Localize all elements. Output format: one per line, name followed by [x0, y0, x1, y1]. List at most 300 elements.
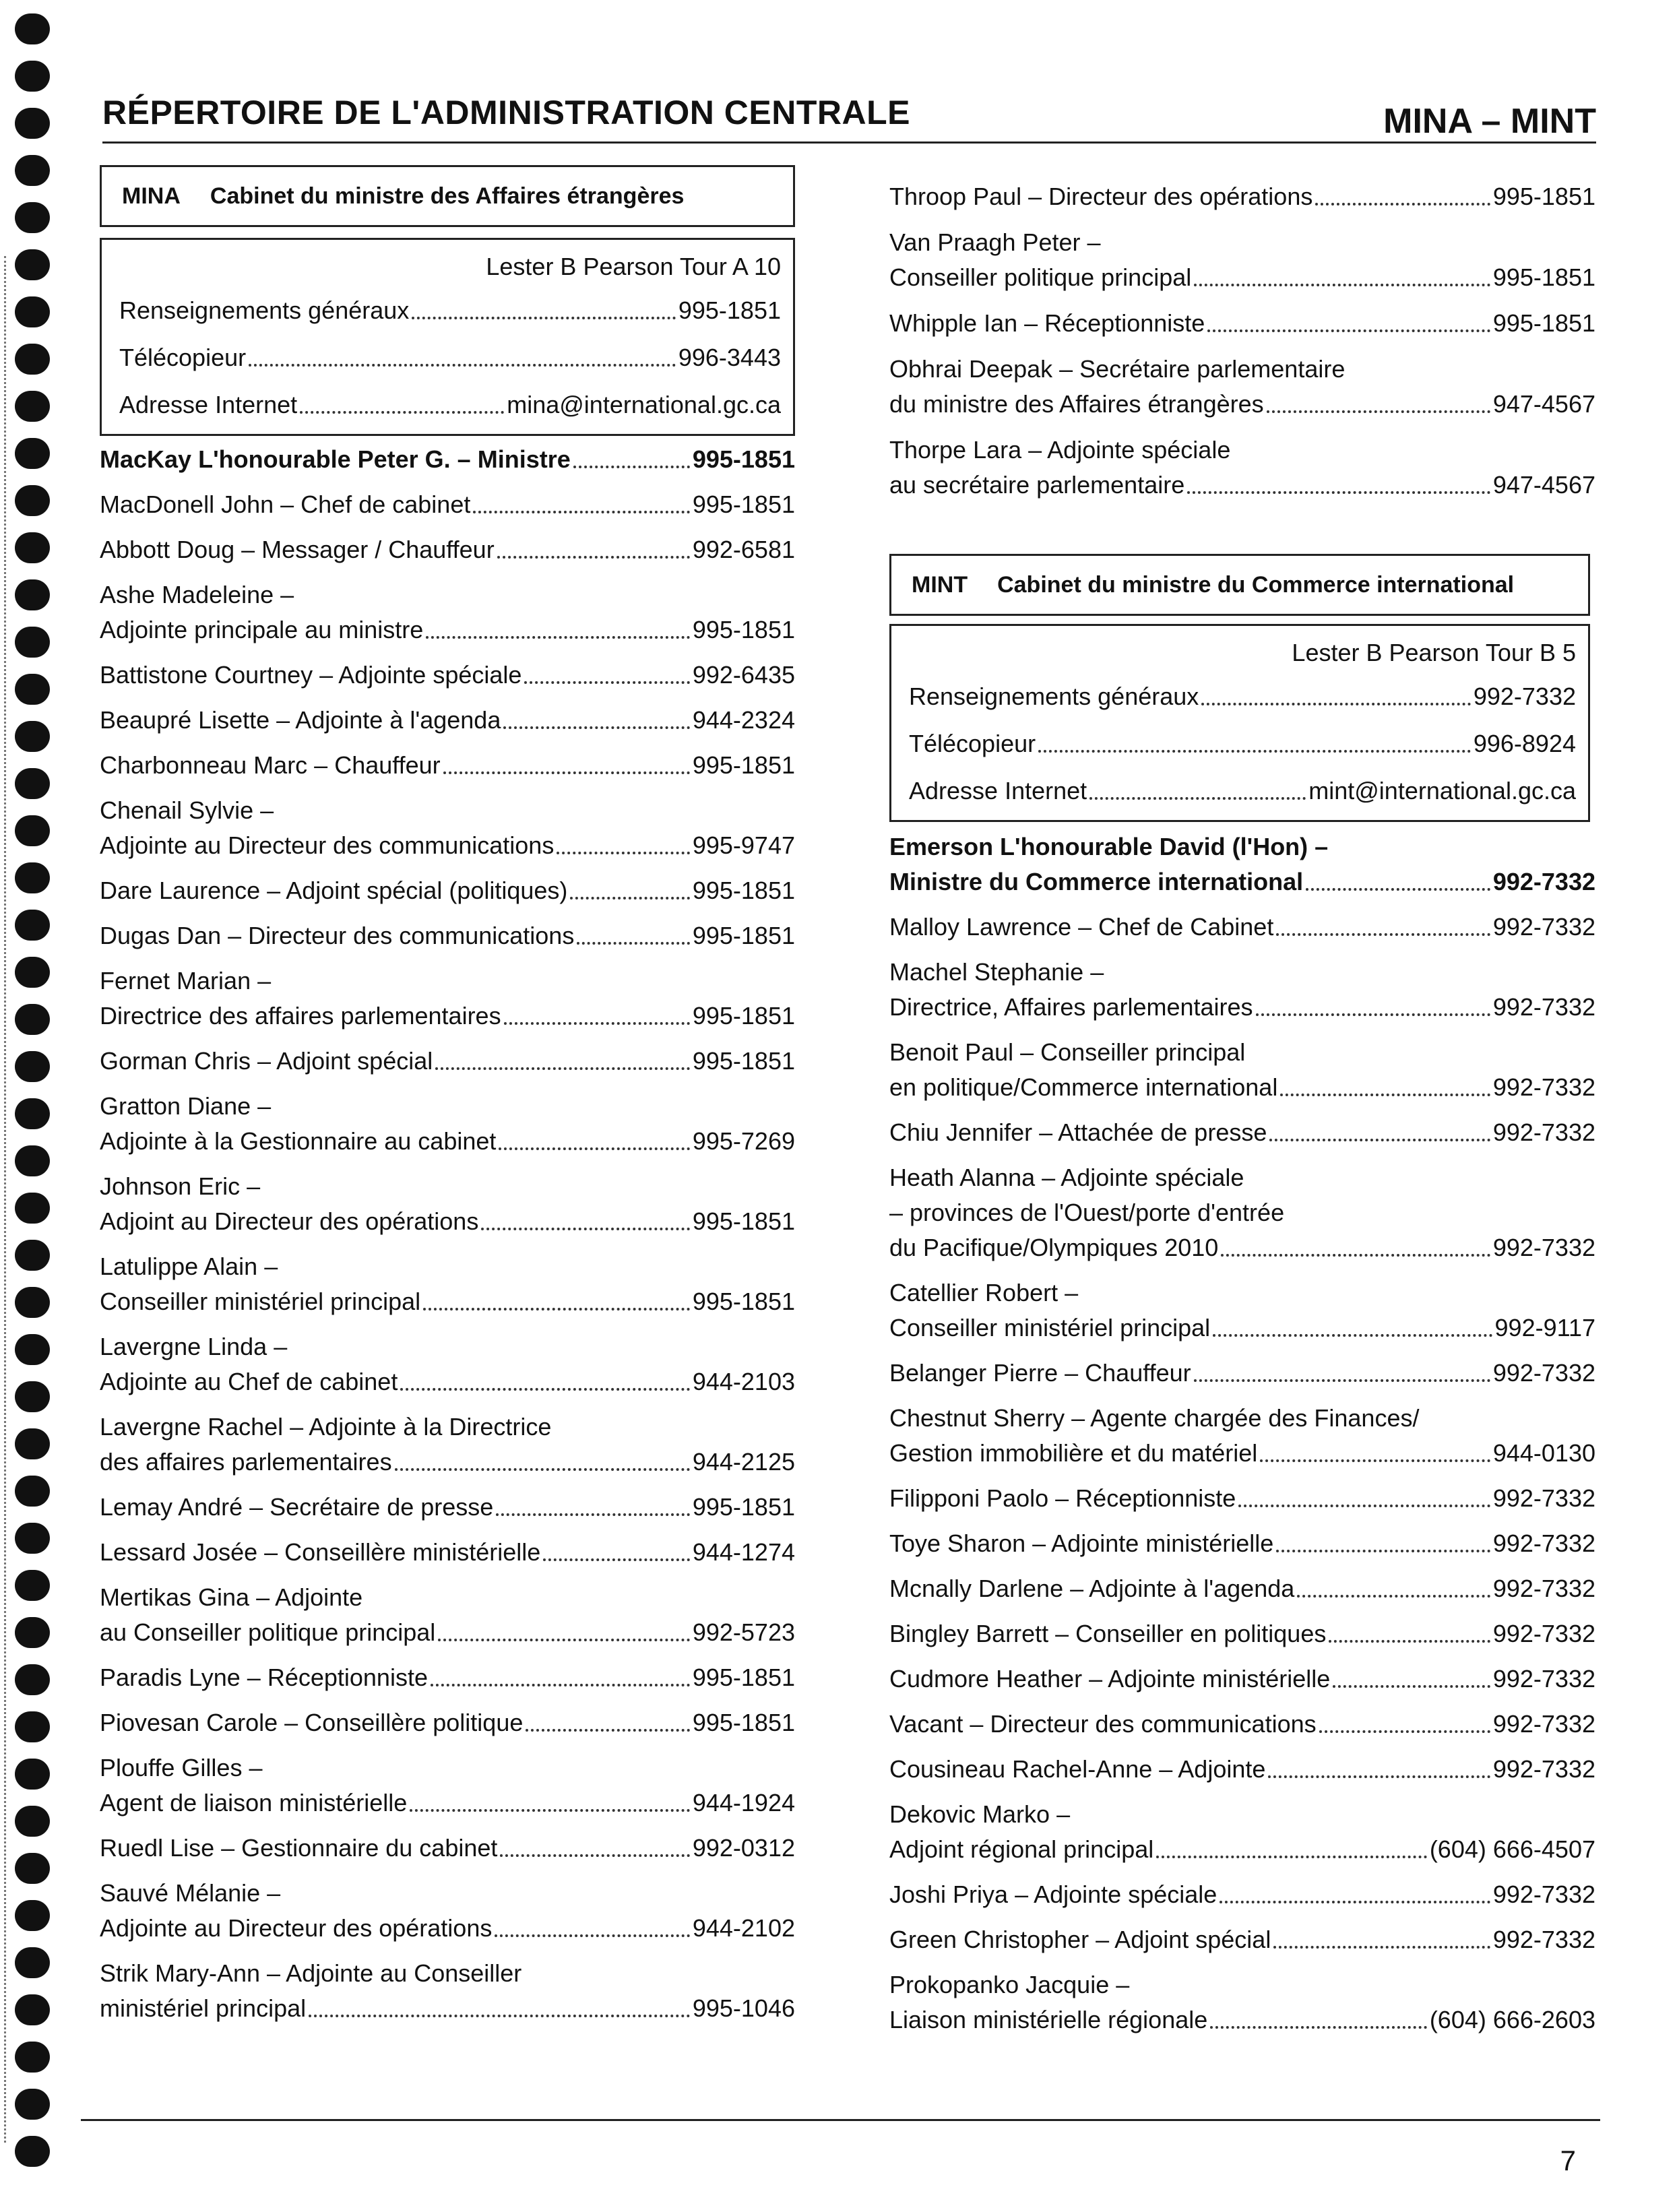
dot-leader: [543, 1558, 690, 1561]
entry-contact-row: [889, 1481, 1595, 1516]
entry-contact-row: [100, 1911, 795, 1946]
directory-entry: [889, 1401, 1595, 1471]
entry-name-title: Liaison ministérielle régionale: [889, 2006, 1208, 2033]
entry-contact-row: [889, 1436, 1595, 1471]
binder-hole: [15, 1145, 50, 1176]
entry-line: Mertikas Gina – Adjointe: [100, 1583, 363, 1611]
phone-number: 944-2102: [692, 1914, 795, 1942]
binder-hole: [15, 768, 50, 799]
entry-line: Ashe Madeleine –: [100, 581, 294, 608]
directory-entry: [100, 1044, 795, 1079]
entry-name-title: Cudmore Heather – Adjointe ministérielle: [889, 1665, 1331, 1693]
info-row: [119, 334, 781, 381]
dot-leader: [1220, 1901, 1490, 1903]
binder-hole: [15, 202, 50, 233]
mina-directory-list-continued: [889, 179, 1595, 503]
dot-leader: [1210, 2026, 1427, 2029]
entry-contact-row: [100, 612, 795, 647]
binder-hole: [15, 1994, 50, 2025]
phone-number: 995-1851: [692, 491, 795, 518]
phone-number: 995-1851: [692, 616, 795, 643]
info-value: 995-1851: [678, 296, 781, 324]
info-value: mint@international.gc.ca: [1308, 777, 1576, 804]
info-label: Renseignements généraux: [909, 683, 1199, 710]
entry-contact-row: [889, 260, 1595, 295]
directory-entry: [889, 1922, 1595, 1957]
directory-entry: [100, 1750, 795, 1821]
phone-number: 992-7332: [1492, 1926, 1595, 1953]
directory-entry: [100, 1535, 795, 1570]
entry-contact-row: [889, 910, 1595, 945]
phone-number: 992-6581: [692, 536, 795, 563]
phone-number: 995-1851: [692, 1664, 795, 1691]
entry-name-title: Belanger Pierre – Chauffeur: [889, 1359, 1191, 1387]
dot-leader: [1238, 1505, 1490, 1507]
phone-number: 992-7332: [1492, 868, 1595, 895]
phone-number: 992-6435: [692, 661, 795, 689]
entry-contact-row: [889, 468, 1595, 503]
dot-leader: [1319, 1730, 1490, 1733]
dot-leader: [1268, 1775, 1490, 1778]
phone-number: 995-1851: [692, 1207, 795, 1235]
binder-hole: [15, 957, 50, 988]
dot-leader: [431, 1684, 690, 1686]
directory-entry: [100, 1490, 795, 1525]
dot-leader: [500, 1854, 689, 1857]
directory-entry: [100, 918, 795, 953]
entry-name-title: Agent de liaison ministérielle: [100, 1789, 408, 1816]
dot-leader: [526, 1729, 689, 1732]
binder-hole: [15, 1334, 50, 1365]
entry-line: Machel Stephanie –: [889, 958, 1104, 986]
directory-entry: [889, 1571, 1595, 1606]
directory-entry: [889, 1160, 1595, 1265]
binder-hole: [15, 1240, 50, 1271]
directory-entry: [100, 703, 795, 738]
binder-hole: [15, 296, 50, 327]
phone-number: 992-7332: [1492, 1529, 1595, 1557]
phone-number: 992-7332: [1492, 1073, 1595, 1101]
directory-entry: [889, 1481, 1595, 1516]
entry-name-title: Beaupré Lisette – Adjointe à l'agenda: [100, 706, 501, 734]
binder-hole: [15, 438, 50, 469]
page-number: 7: [1560, 2145, 1576, 2176]
entry-name-title: Adjoint au Directeur des opérations: [100, 1207, 479, 1235]
binder-hole: [15, 1759, 50, 1790]
entry-line: Thorpe Lara – Adjointe spéciale: [889, 436, 1231, 464]
info-row: [909, 720, 1576, 767]
entry-line: Fernet Marian –: [100, 967, 272, 994]
entry-name-title: Malloy Lawrence – Chef de Cabinet: [889, 913, 1274, 941]
mint-title: [891, 556, 1588, 614]
entry-line: Dekovic Marko –: [889, 1800, 1071, 1828]
binder-hole: [15, 579, 50, 610]
dot-leader: [400, 1388, 690, 1391]
binder-hole: [15, 721, 50, 752]
dot-leader: [410, 1809, 690, 1812]
binder-hole: [15, 108, 50, 139]
mina-location: Lester B Pearson Tour A 10: [486, 253, 781, 280]
mina-info-list: [119, 287, 781, 429]
entry-name-title: Battistone Courtney – Adjointe spéciale: [100, 661, 522, 689]
directory-entry: [889, 1616, 1595, 1651]
section-range: MINA – MINT: [1383, 102, 1596, 141]
entry-line: Gratton Diane –: [100, 1092, 272, 1120]
entry-line: Van Praagh Peter –: [889, 228, 1101, 256]
info-row: [119, 287, 781, 334]
dot-leader: [503, 726, 690, 729]
entry-name-title: Charbonneau Marc – Chauffeur: [100, 751, 441, 779]
mina-office-name: Cabinet du ministre des Affaires étrangères: [210, 183, 685, 209]
entry-name-title: Piovesan Carole – Conseillère politique: [100, 1709, 524, 1736]
dot-leader: [504, 1022, 690, 1025]
dot-leader: [1256, 1013, 1490, 1016]
dot-leader: [496, 1513, 690, 1516]
dot-leader: [1221, 1254, 1490, 1257]
directory-entry: [889, 1526, 1595, 1561]
entry-contact-row: [100, 1615, 795, 1650]
binder-hole: [15, 13, 50, 44]
binder-hole: [15, 1947, 50, 1978]
entry-name-title: du Pacifique/Olympiques 2010: [889, 1234, 1219, 1261]
phone-number: 995-9747: [692, 831, 795, 859]
directory-entry: [889, 829, 1595, 899]
mint-code: MINT: [912, 571, 968, 598]
entry-name-title: Dare Laurence – Adjoint spécial (politiques): [100, 877, 568, 904]
dot-leader: [1207, 329, 1490, 332]
mina-title-box: [100, 165, 795, 227]
entry-contact-row: [100, 1705, 795, 1740]
entry-name-title: Cousineau Rachel-Anne – Adjointe: [889, 1755, 1266, 1783]
binder-hole: [15, 1098, 50, 1129]
entry-name-title: Adjointe au Directeur des communications: [100, 831, 555, 859]
dot-leader: [1276, 1550, 1490, 1552]
directory-entry: [100, 658, 795, 693]
entry-contact-row: [100, 1204, 795, 1239]
directory-entry: [100, 1410, 795, 1480]
entry-line: Johnson Eric –: [100, 1172, 261, 1200]
entry-name-title: Lemay André – Secrétaire de presse: [100, 1493, 494, 1521]
entry-name-title: des affaires parlementaires: [100, 1448, 392, 1476]
right-column: [889, 168, 1595, 2037]
entry-name-title: ministériel principal: [100, 1994, 307, 2022]
phone-number: 995-1851: [692, 751, 795, 779]
binder-hole: [15, 1664, 50, 1695]
dot-leader: [1315, 203, 1490, 206]
entry-line: – provinces de l'Ouest/porte d'entrée: [889, 1199, 1285, 1226]
directory-entry: [100, 577, 795, 647]
dot-leader: [395, 1468, 690, 1471]
mint-directory-list: [889, 829, 1595, 2037]
directory-entry: [889, 955, 1595, 1025]
dot-leader: [570, 897, 689, 899]
entry-name-title: Conseiller ministériel principal: [100, 1288, 421, 1315]
phone-number: (604) 666-2603: [1429, 2006, 1595, 2033]
info-row: [909, 767, 1576, 815]
dot-leader: [423, 1308, 690, 1310]
binder-hole: [15, 61, 50, 92]
mint-info-list: [909, 673, 1576, 815]
directory-entry: [889, 1752, 1595, 1787]
dot-leader: [249, 364, 676, 367]
entry-contact-row: [100, 1364, 795, 1399]
phone-number: 995-7269: [692, 1127, 795, 1155]
dot-leader: [300, 411, 504, 414]
dot-leader: [412, 317, 676, 319]
phone-number: 944-1924: [692, 1789, 795, 1816]
dot-leader: [1089, 797, 1306, 800]
dot-leader: [1269, 1139, 1490, 1141]
entry-name-title: Gestion immobilière et du matériel: [889, 1439, 1258, 1467]
entry-name-title: Lessard Josée – Conseillère ministérielle: [100, 1538, 541, 1566]
phone-number: 944-2324: [692, 706, 795, 734]
entry-name-title: Conseiller politique principal: [889, 263, 1192, 291]
binder-hole: [15, 2089, 50, 2120]
dot-leader: [438, 1639, 690, 1641]
mina-directory-list: [100, 442, 795, 2026]
directory-entry: [889, 1275, 1595, 1346]
entry-line: Heath Alanna – Adjointe spéciale: [889, 1164, 1244, 1191]
entry-contact-row: [889, 1922, 1595, 1957]
directory-entry: [100, 1705, 795, 1740]
binder-hole: [15, 532, 50, 563]
info-label: Renseignements généraux: [119, 296, 410, 324]
directory-entry: [100, 1329, 795, 1399]
entry-name-title: Adjointe au Chef de cabinet: [100, 1368, 398, 1395]
entry-line: Benoit Paul – Conseiller principal: [889, 1038, 1246, 1066]
entry-contact-row: [100, 828, 795, 863]
entry-contact-row: [100, 1284, 795, 1319]
dot-leader: [1213, 1334, 1492, 1337]
entry-contact-row: [100, 873, 795, 908]
directory-entry: [100, 748, 795, 783]
entry-line: Obhrai Deepak – Secrétaire parlementaire: [889, 355, 1346, 383]
binder-hole: [15, 485, 50, 516]
dot-leader: [1038, 750, 1471, 753]
dot-leader: [577, 942, 690, 945]
phone-number: 995-1851: [1492, 263, 1595, 291]
directory-entry: [889, 1797, 1595, 1867]
entry-name-title: en politique/Commerce international: [889, 1073, 1278, 1101]
binder-hole: [15, 1523, 50, 1554]
directory-entry: [889, 179, 1595, 214]
phone-number: 995-1851: [692, 877, 795, 904]
entry-name-title: Filipponi Paolo – Réceptionniste: [889, 1484, 1236, 1512]
dot-leader: [1280, 1094, 1490, 1096]
entry-line: Lavergne Linda –: [100, 1333, 288, 1360]
phone-number: 992-7332: [1492, 1620, 1595, 1647]
phone-number: 995-1851: [1492, 309, 1595, 337]
directory-entry: [889, 1662, 1595, 1697]
phone-number: 995-1851: [1492, 183, 1595, 210]
entry-name-title: Chiu Jennifer – Attachée de presse: [889, 1118, 1267, 1146]
phone-number: 944-0130: [1492, 1439, 1595, 1467]
entry-contact-row: [100, 1786, 795, 1821]
entry-contact-row: [100, 1445, 795, 1480]
entry-name-title: Paradis Lyne – Réceptionniste: [100, 1664, 428, 1691]
directory-entry: [889, 352, 1595, 422]
phone-number: 992-5723: [692, 1618, 795, 1646]
entry-line: Strik Mary-Ann – Adjointe au Conseiller: [100, 1959, 522, 1987]
dot-leader: [1267, 410, 1490, 413]
entry-line: Latulippe Alain –: [100, 1253, 278, 1280]
binder-hole: [15, 2136, 50, 2167]
binder-hole: [15, 249, 50, 280]
page-title: RÉPERTOIRE DE L'ADMINISTRATION CENTRALE: [102, 94, 911, 131]
entry-name-title: Bingley Barrett – Conseiller en politiques: [889, 1620, 1327, 1647]
dot-leader: [1297, 1595, 1490, 1598]
entry-line: Emerson L'honourable David (l'Hon) –: [889, 833, 1329, 860]
binder-hole: [15, 1476, 50, 1507]
phone-number: 992-7332: [1492, 993, 1595, 1021]
directory-entry: [889, 1707, 1595, 1742]
entry-name-title: au secrétaire parlementaire: [889, 471, 1185, 499]
entry-name-title: au Conseiller politique principal: [100, 1618, 436, 1646]
entry-line: Chenail Sylvie –: [100, 796, 274, 824]
directory-entry: [889, 225, 1595, 295]
phone-number: 992-0312: [692, 1834, 795, 1862]
dot-leader: [426, 636, 690, 639]
phone-number: 992-7332: [1492, 1359, 1595, 1387]
entry-name-title: du ministre des Affaires étrangères: [889, 390, 1264, 418]
phone-number: 992-7332: [1492, 1710, 1595, 1738]
phone-number: 992-7332: [1492, 1118, 1595, 1146]
directory-entry: [100, 873, 795, 908]
dot-leader: [499, 1147, 689, 1150]
dot-leader: [1276, 933, 1490, 936]
entry-name-title: Toye Sharon – Adjointe ministérielle: [889, 1529, 1274, 1557]
entry-contact-row: [889, 387, 1595, 422]
dot-leader: [443, 771, 690, 774]
footer-rule: [81, 2119, 1600, 2121]
entry-contact-row: [889, 1707, 1595, 1742]
margin-dotted-line: [4, 256, 8, 2143]
entry-contact-row: [889, 179, 1595, 214]
phone-number: 992-7332: [1492, 1575, 1595, 1602]
entry-name-title: Ruedl Lise – Gestionnaire du cabinet: [100, 1834, 498, 1862]
dot-leader: [573, 466, 690, 468]
dot-leader: [1333, 1685, 1490, 1688]
entry-contact-row: [889, 1115, 1595, 1150]
dot-leader: [473, 511, 690, 513]
phone-number: 995-1851: [692, 1288, 795, 1315]
entry-name-title: Ministre du Commerce international: [889, 868, 1304, 895]
dot-leader: [1194, 284, 1490, 286]
header-rule: [102, 141, 1596, 144]
phone-number: 944-1274: [692, 1538, 795, 1566]
phone-number: 947-4567: [1492, 471, 1595, 499]
binder-hole: [15, 1711, 50, 1742]
entry-name-title: MacDonell John – Chef de cabinet: [100, 491, 471, 518]
mina-info-box: [100, 238, 795, 436]
entry-name-title: Adjointe au Directeur des opérations: [100, 1914, 493, 1942]
binder-hole: [15, 391, 50, 422]
entry-contact-row: [100, 1831, 795, 1866]
binder-hole: [15, 2042, 50, 2073]
entry-contact-row: [889, 1571, 1595, 1606]
entry-contact-row: [100, 442, 795, 477]
binder-hole: [15, 1853, 50, 1884]
binder-hole: [15, 674, 50, 705]
entry-contact-row: [100, 658, 795, 693]
dot-leader: [1306, 888, 1490, 891]
phone-number: 992-7332: [1492, 1881, 1595, 1908]
entry-contact-row: [889, 1832, 1595, 1867]
entry-name-title: Abbott Doug – Messager / Chauffeur: [100, 536, 495, 563]
entry-contact-row: [100, 1044, 795, 1079]
dot-leader: [481, 1228, 690, 1230]
mint-location: Lester B Pearson Tour B 5: [1292, 639, 1576, 666]
dot-leader: [435, 1067, 690, 1070]
entry-contact-row: [889, 1752, 1595, 1787]
entry-line: Prokopanko Jacquie –: [889, 1971, 1130, 1998]
dot-leader: [1156, 1856, 1427, 1858]
binder-hole: [15, 1900, 50, 1931]
info-row: [119, 381, 781, 429]
entry-line: Lavergne Rachel – Adjointe à la Directrice: [100, 1413, 552, 1441]
info-label: Télécopieur: [909, 730, 1036, 757]
phone-number: 992-7332: [1492, 1234, 1595, 1261]
directory-entry: [889, 910, 1595, 945]
directory-entry: [100, 1580, 795, 1650]
info-value: 996-3443: [678, 344, 781, 371]
phone-number: 995-1851: [692, 1047, 795, 1075]
directory-entry: [889, 433, 1595, 503]
directory-entry: [100, 1956, 795, 2026]
phone-number: 992-7332: [1492, 1484, 1595, 1512]
entry-contact-row: [100, 1535, 795, 1570]
entry-line: Sauvé Mélanie –: [100, 1879, 281, 1907]
info-value: 996-8924: [1473, 730, 1576, 757]
dot-leader: [1187, 491, 1490, 494]
mina-title: [102, 167, 793, 225]
directory-entry: [100, 1249, 795, 1319]
dot-leader: [497, 556, 690, 559]
entry-contact-row: [100, 748, 795, 783]
phone-number: 944-2103: [692, 1368, 795, 1395]
directory-entry: [889, 1356, 1595, 1391]
entry-contact-row: [889, 1877, 1595, 1912]
phone-number: 995-1851: [692, 1709, 795, 1736]
entry-name-title: Throop Paul – Directeur des opérations: [889, 183, 1313, 210]
entry-name-title: Adjoint régional principal: [889, 1835, 1154, 1863]
entry-line: Plouffe Gilles –: [100, 1754, 263, 1781]
directory-entry: [100, 793, 795, 863]
binder-hole: [15, 627, 50, 658]
info-row: [909, 673, 1576, 720]
entry-contact-row: [889, 2002, 1595, 2037]
entry-contact-row: [889, 990, 1595, 1025]
phone-number: 992-7332: [1492, 1755, 1595, 1783]
entry-contact-row: [889, 1310, 1595, 1346]
binder-hole: [15, 344, 50, 375]
dot-leader: [1273, 1946, 1490, 1949]
mint-title-box: [889, 554, 1590, 616]
entry-name-title: Whipple Ian – Réceptionniste: [889, 309, 1205, 337]
entry-contact-row: [100, 1490, 795, 1525]
phone-number: 992-7332: [1492, 913, 1595, 941]
entry-name-title: Green Christopher – Adjoint spécial: [889, 1926, 1271, 1953]
dot-leader: [1329, 1640, 1490, 1643]
dot-leader: [1201, 703, 1471, 705]
binder-hole: [15, 155, 50, 186]
binder-hole: [15, 1806, 50, 1837]
entry-name-title: Conseiller ministériel principal: [889, 1314, 1211, 1341]
entry-contact-row: [889, 1526, 1595, 1561]
binder-hole: [15, 1381, 50, 1412]
binder-hole: [15, 1428, 50, 1459]
entry-name-title: Adjointe à la Gestionnaire au cabinet: [100, 1127, 497, 1155]
